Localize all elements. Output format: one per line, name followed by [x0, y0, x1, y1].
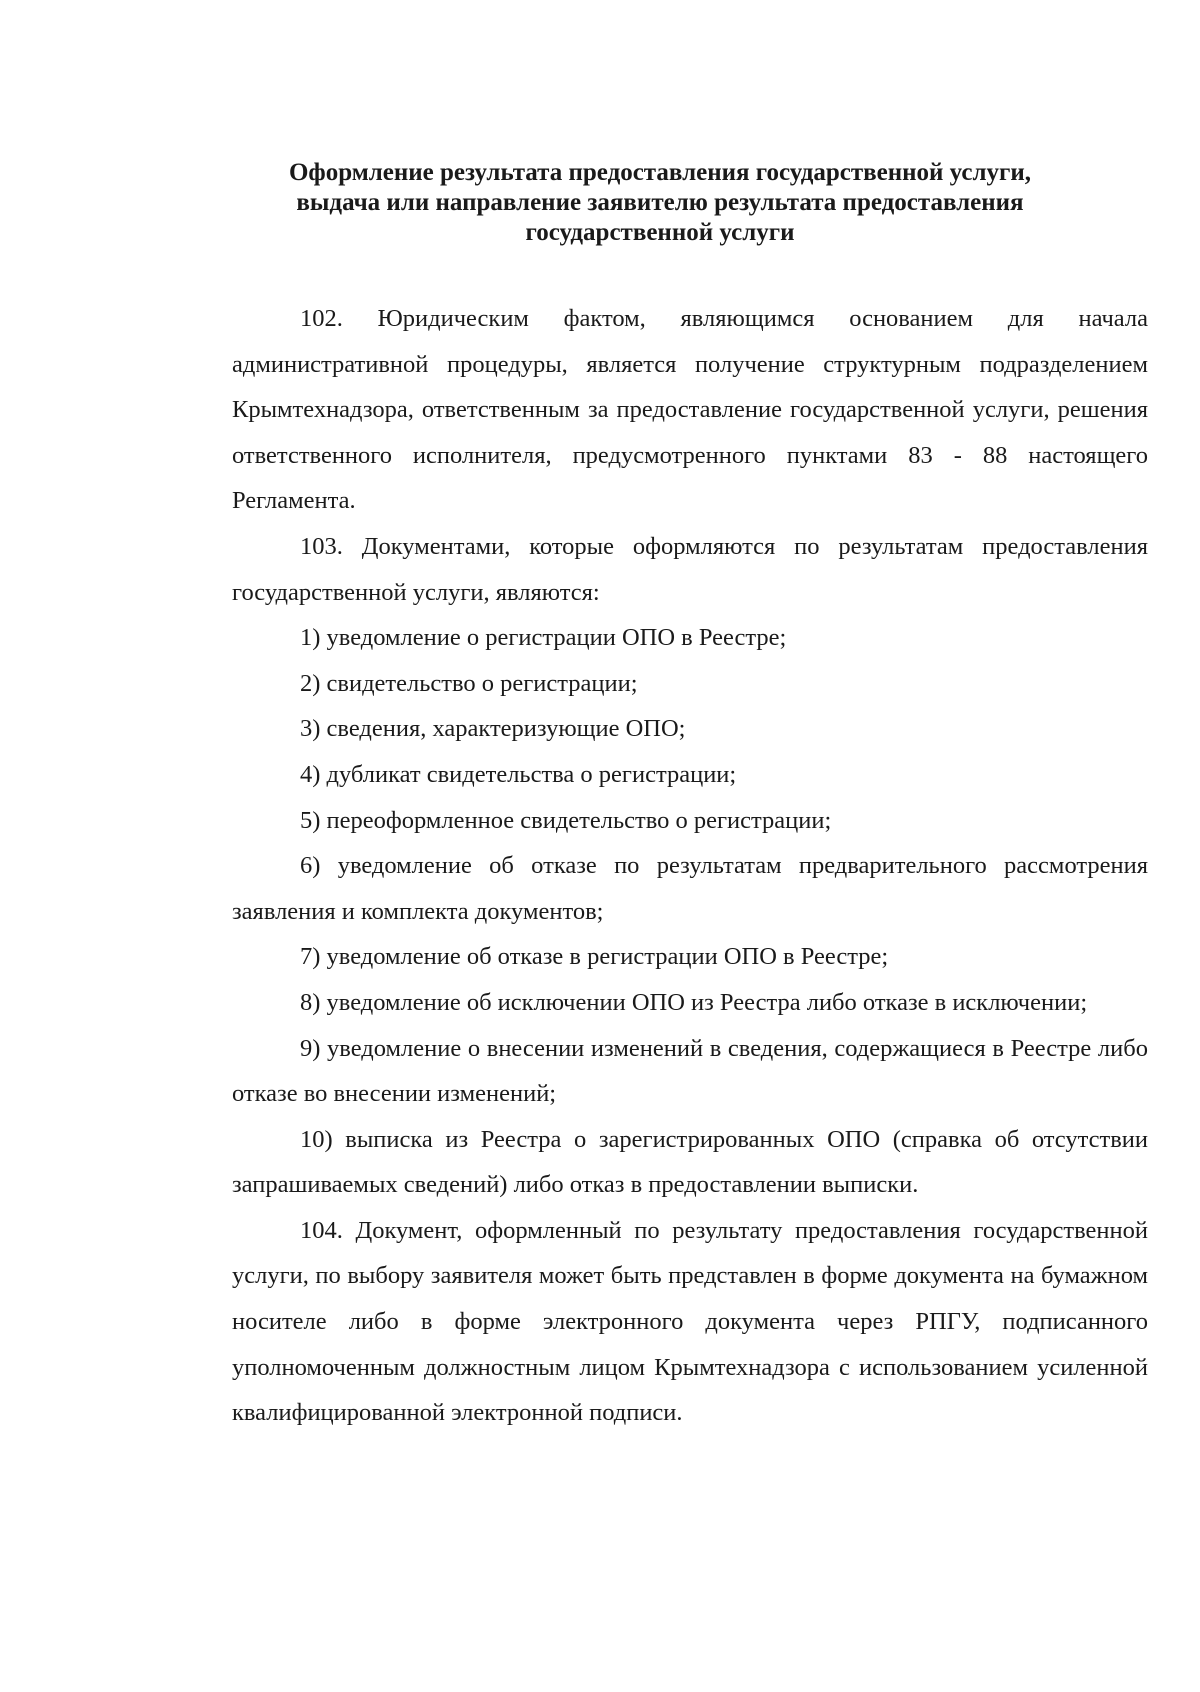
list-item: 4) дубликат свидетельства о регистрации; — [300, 760, 737, 788]
paragraph-103: 103. Документами, которые оформляются по результатам предоставления государственной услуги, являются: — [232, 532, 1148, 606]
list-item: 1) уведомление о регистрации ОПО в Реестре; — [300, 624, 787, 652]
list-item: 6) уведомление об отказе по результатам предварительного рассмотрения заявления и комплекта документов; — [232, 852, 1148, 925]
list-item: 5) переоформленное свидетельство о регистрации; — [300, 806, 832, 834]
list-item: 8) уведомление об исключении ОПО из Реестра либо отказе в исключении; — [300, 988, 1088, 1016]
list-item: 3) сведения, характеризующие ОПО; — [300, 715, 686, 743]
title-line: Оформление результата предоставления государственной услуги, — [288, 159, 1032, 186]
list-item: 2) свидетельство о регистрации; — [300, 669, 638, 697]
list-item: 10) выписка из Реестра о зарегистрированных ОПО (справка об отсутствии запрашиваемых сведений) либо отказ в предоставлении выписки. — [232, 1125, 1148, 1199]
document-body — [232, 296, 1148, 1436]
paragraph-104: 104. Документ, оформленный по результату предоставления государственной услуги, по выбору заявителя может быть представлен в форме документа на бумажном носителе либо в форме электронного документа через РПГУ, подписанного уполномоченным должностным лицом Крымтехнадзора с использованием усиленной квалифицированной электронной подписи. — [232, 1216, 1148, 1427]
list-item: 7) уведомление об отказе в регистрации ОПО в Реестре; — [300, 943, 889, 971]
title-line: выдача или направление заявителю результата предоставления — [296, 189, 1024, 216]
title-line: государственной услуги — [525, 219, 795, 246]
paragraph-102: 102. Юридическим фактом, являющимся основанием для начала административной процедуры, является получение структурным подразделением Крымтехнадзора, ответственным за предоставление государственной услуги, решения ответственного исполнителя, предусмотренного пунктами 83 - 88 настоящего Регламента. — [232, 305, 1148, 515]
section-title — [200, 158, 1120, 248]
list-item: 9) уведомление о внесении изменений в сведения, содержащиеся в Реестре либо отказе во внесении изменений; — [232, 1034, 1148, 1108]
